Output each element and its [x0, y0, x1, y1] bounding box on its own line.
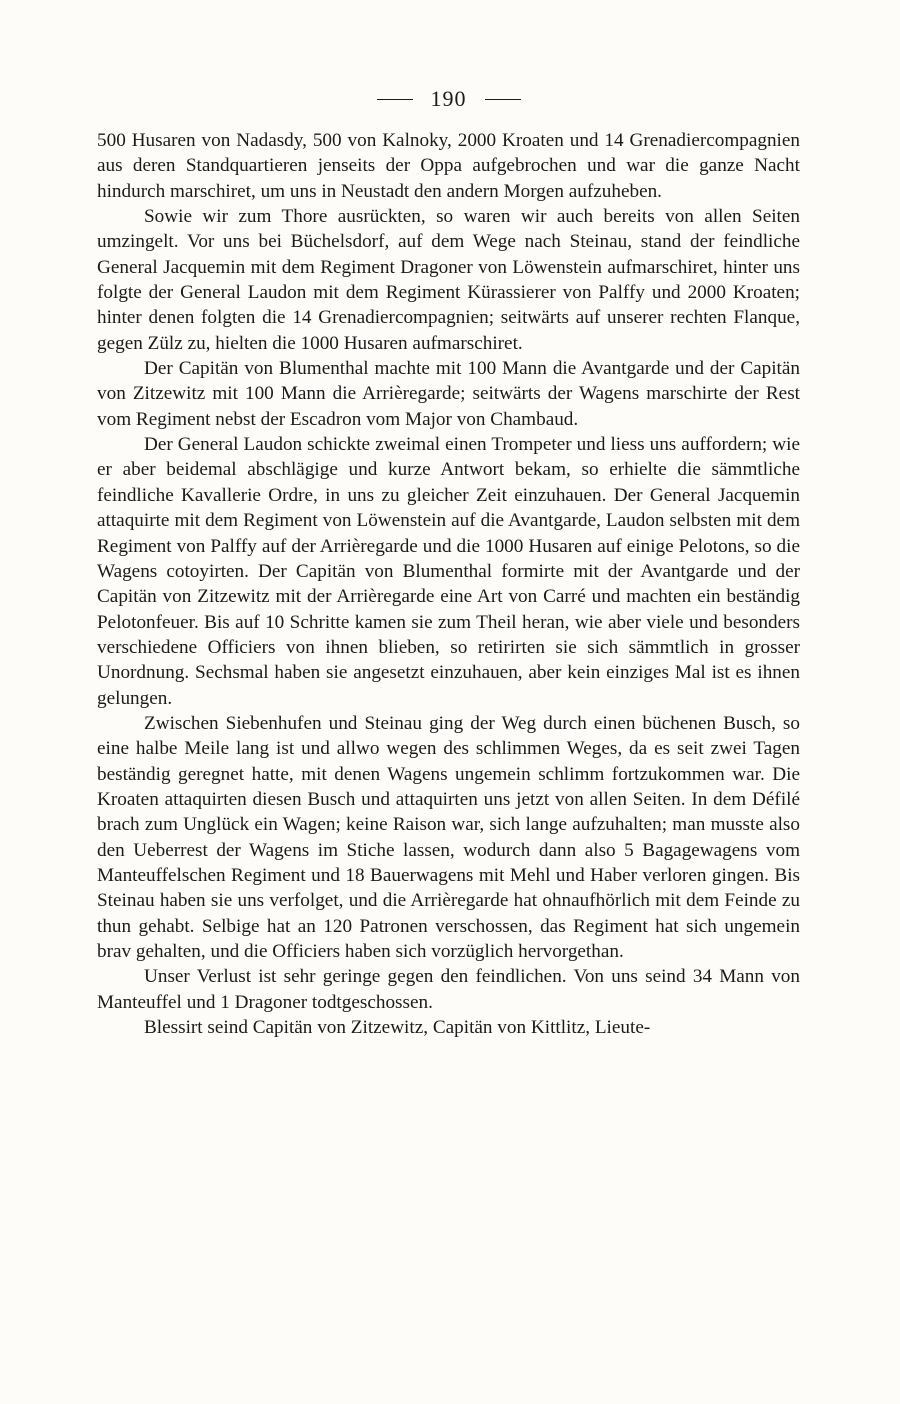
- page-header: [97, 84, 800, 114]
- paragraph: Unser Verlust ist sehr geringe gegen den feindlichen. Von uns seind 34 Mann von Manteuffel und 1 Dragoner todtgeschossen.: [97, 966, 800, 1013]
- paragraph: Der General Laudon schickte zweimal einen Trompeter und liess uns auffordern; wie er aber beidemal abschlägige und kurze Antwort bekam, so erhielte die sämmtliche feindliche Kavallerie Ordre, in uns zu gleicher Zeit einzuhauen. Der General Jacquemin attaquirte mit dem Regiment von Löwenstein auf die Avantgarde, Laudon selbsten mit dem Regiment von Palffy auf der Arrièregarde und die 1000 Husaren auf einige Pelotons, so die Wagens cotoyirten. Der Capitän von Blumenthal formirte mit der Avantgarde und der Capitän von Zitzewitz mit der Arrièregarde eine Art von Carré und machten ein beständig Pelotonfeuer. Bis auf 10 Schritte kamen sie zum Theil heran, wie aber viele und besonders verschiedene Officiers von ihnen blieben, so retirirten sie sich sämmtlich in grosser Unordnung. Sechsmal haben sie angesetzt einzuhauen, aber kein einziges Mal ist es ihnen gelungen.: [97, 434, 800, 709]
- paragraph: 500 Husaren von Nadasdy, 500 von Kalnoky, 2000 Kroaten und 14 Grenadiercompagnien aus deren Standquartieren jenseits der Oppa aufgebrochen und war die ganze Nacht hindurch marschiret, um uns in Neustadt den andern Morgen aufzuheben.: [97, 130, 800, 202]
- header-rule-right: [485, 99, 521, 100]
- page-number: 190: [430, 86, 467, 111]
- header-rule-left: [377, 99, 413, 100]
- paragraph: Sowie wir zum Thore ausrückten, so waren wir auch bereits von allen Seiten umzingelt. Vor uns bei Büchelsdorf, auf dem Wege nach Steinau, stand der feindliche General Jacquemin mit dem Regiment Dragoner von Löwenstein aufmarschiret, hinter uns folgte der General Laudon mit dem Regiment Kürassierer von Palffy und 2000 Kroaten; hinter denen folgten die 14 Grenadiercompagnien; seitwärts auf unserer rechten Flanque, gegen Zülz zu, hielten die 1000 Husaren aufmarschiret.: [97, 206, 800, 354]
- paragraph: Der Capitän von Blumenthal machte mit 100 Mann die Avantgarde und der Capitän von Zitzewitz mit 100 Mann die Arrièregarde; seitwärts der Wagens marschirte der Rest vom Regiment nebst der Escadron vom Major von Chambaud.: [97, 358, 800, 430]
- document-page: [97, 84, 800, 1040]
- paragraph: Zwischen Siebenhufen und Steinau ging der Weg durch einen büchenen Busch, so eine halbe Meile lang ist und allwo wegen des schlimmen Weges, da es seit zwei Tagen beständig geregnet hatte, mit denen Wagens ungemein schlimm fortzukommen war. Die Kroaten attaquirten diesen Busch und attaquirten uns jetzt von allen Seiten. In dem Défilé brach zum Unglück ein Wagen; keine Raison war, sich lange aufzuhalten; man musste also den Ueberrest der Wagens im Stiche lassen, wodurch dann also 5 Bagagewagens vom Manteuffelschen Regiment und 18 Bauerwagens mit Mehl und Haber verloren gingen. Bis Steinau haben sie uns verfolget, und die Arrièregarde hat ohnaufhörlich mit dem Feinde zu thun gehabt. Selbige hat an 120 Patronen verschossen, das Regiment hat sich ungemein brav gehalten, und die Officiers haben sich vorzüglich hervorgethan.: [97, 712, 800, 962]
- paragraph: Blessirt seind Capitän von Zitzewitz, Capitän von Kittlitz, Lieute-: [144, 1017, 651, 1039]
